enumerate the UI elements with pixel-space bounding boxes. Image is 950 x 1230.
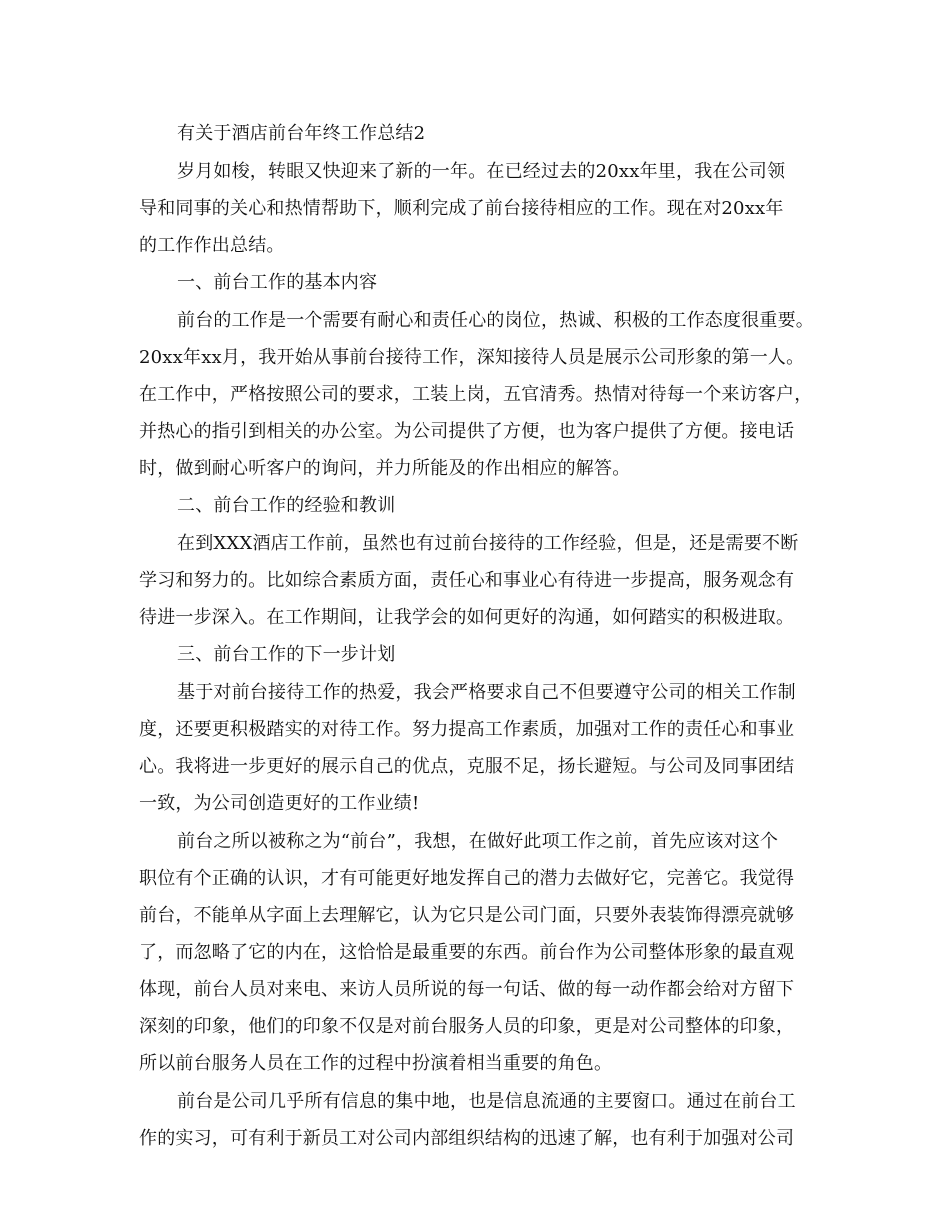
- paragraph-line: 待进一步深入。在工作期间，让我学会的如何更好的沟通，如何踏实的积极进取。: [139, 607, 795, 628]
- paragraph-line: 体现，前台人员对来电、来访人员所说的每一句话、做的每一动作都会给对方留下: [139, 979, 795, 1000]
- paragraph-line: 时，做到耐心听客户的询问，并力所能及的作出相应的解答。: [139, 458, 631, 479]
- paragraph-line: 在到XXX酒店工作前，虽然也有过前台接待的工作经验，但是，还是需要不断: [177, 533, 799, 554]
- document-title: 有关于酒店前台年终工作总结2: [177, 123, 426, 144]
- paragraph-line: 职位有个正确的认识，才有可能更好地发挥自己的潜力去做好它，完善它。我觉得: [139, 868, 795, 889]
- paragraph-line: 前台，不能单从字面上去理解它，认为它只是公司门面，只要外表装饰得漂亮就够: [139, 905, 795, 926]
- section-heading: 三、前台工作的下一步计划: [177, 644, 396, 665]
- paragraph-line: 并热心的指引到相关的办公室。为公司提供了方便，也为客户提供了方便。接电话: [139, 421, 795, 442]
- paragraph-line: 深刻的印象，他们的印象不仅是对前台服务人员的印象，更是对公司整体的印象，: [139, 1016, 795, 1037]
- paragraph-line: 所以前台服务人员在工作的过程中扮演着相当重要的角色。: [139, 1053, 613, 1074]
- paragraph-line: 心。我将进一步更好的展示自己的优点，克服不足，扬长避短。与公司及同事团结: [139, 756, 795, 777]
- paragraph-line: 学习和努力的。比如综合素质方面，责任心和事业心有待进一步提高，服务观念有: [139, 570, 795, 591]
- paragraph-line: 的工作作出总结。: [139, 235, 285, 256]
- paragraph-line: 前台之所以被称之为“前台”，我想，在做好此项工作之前，首先应该对这个: [177, 831, 779, 852]
- paragraph-line: 了，而忽略了它的内在，这恰恰是最重要的东西。前台作为公司整体形象的最直观: [139, 942, 795, 963]
- paragraph-line: 度，还要更积极踏实的对待工作。努力提高工作素质，加强对工作的责任心和事业: [139, 719, 795, 740]
- paragraph-line: 岁月如梭，转眼又快迎来了新的一年。在已经过去的20xx年里，我在公司领: [177, 161, 786, 182]
- paragraph-line: 20xx年xx月，我开始从事前台接待工作，深知接待人员是展示公司形象的第一人。: [139, 347, 805, 368]
- paragraph-line: 在工作中，严格按照公司的要求，工装上岗，五官清秀。热情对待每一个来访客户，: [139, 384, 813, 405]
- section-heading: 一、前台工作的基本内容: [177, 272, 378, 293]
- paragraph-line: 前台的工作是一个需要有耐心和责任心的岗位，热诚、积极的工作态度很重要。: [177, 310, 814, 331]
- section-heading: 二、前台工作的经验和教训: [177, 495, 396, 516]
- paragraph-line: 前台是公司几乎所有信息的集中地，也是信息流通的主要窗口。通过在前台工: [177, 1091, 796, 1112]
- paragraph-line: 导和同事的关心和热情帮助下，顺利完成了前台接待相应的工作。现在对20xx年: [139, 198, 784, 219]
- paragraph-line: 基于对前台接待工作的热爱，我会严格要求自己不但要遵守公司的相关工作制: [177, 682, 796, 703]
- paragraph-line: 一致，为公司创造更好的工作业绩!: [139, 793, 420, 814]
- paragraph-line: 作的实习，可有利于新员工对公司内部组织结构的迅速了解，也有利于加强对公司: [139, 1128, 795, 1149]
